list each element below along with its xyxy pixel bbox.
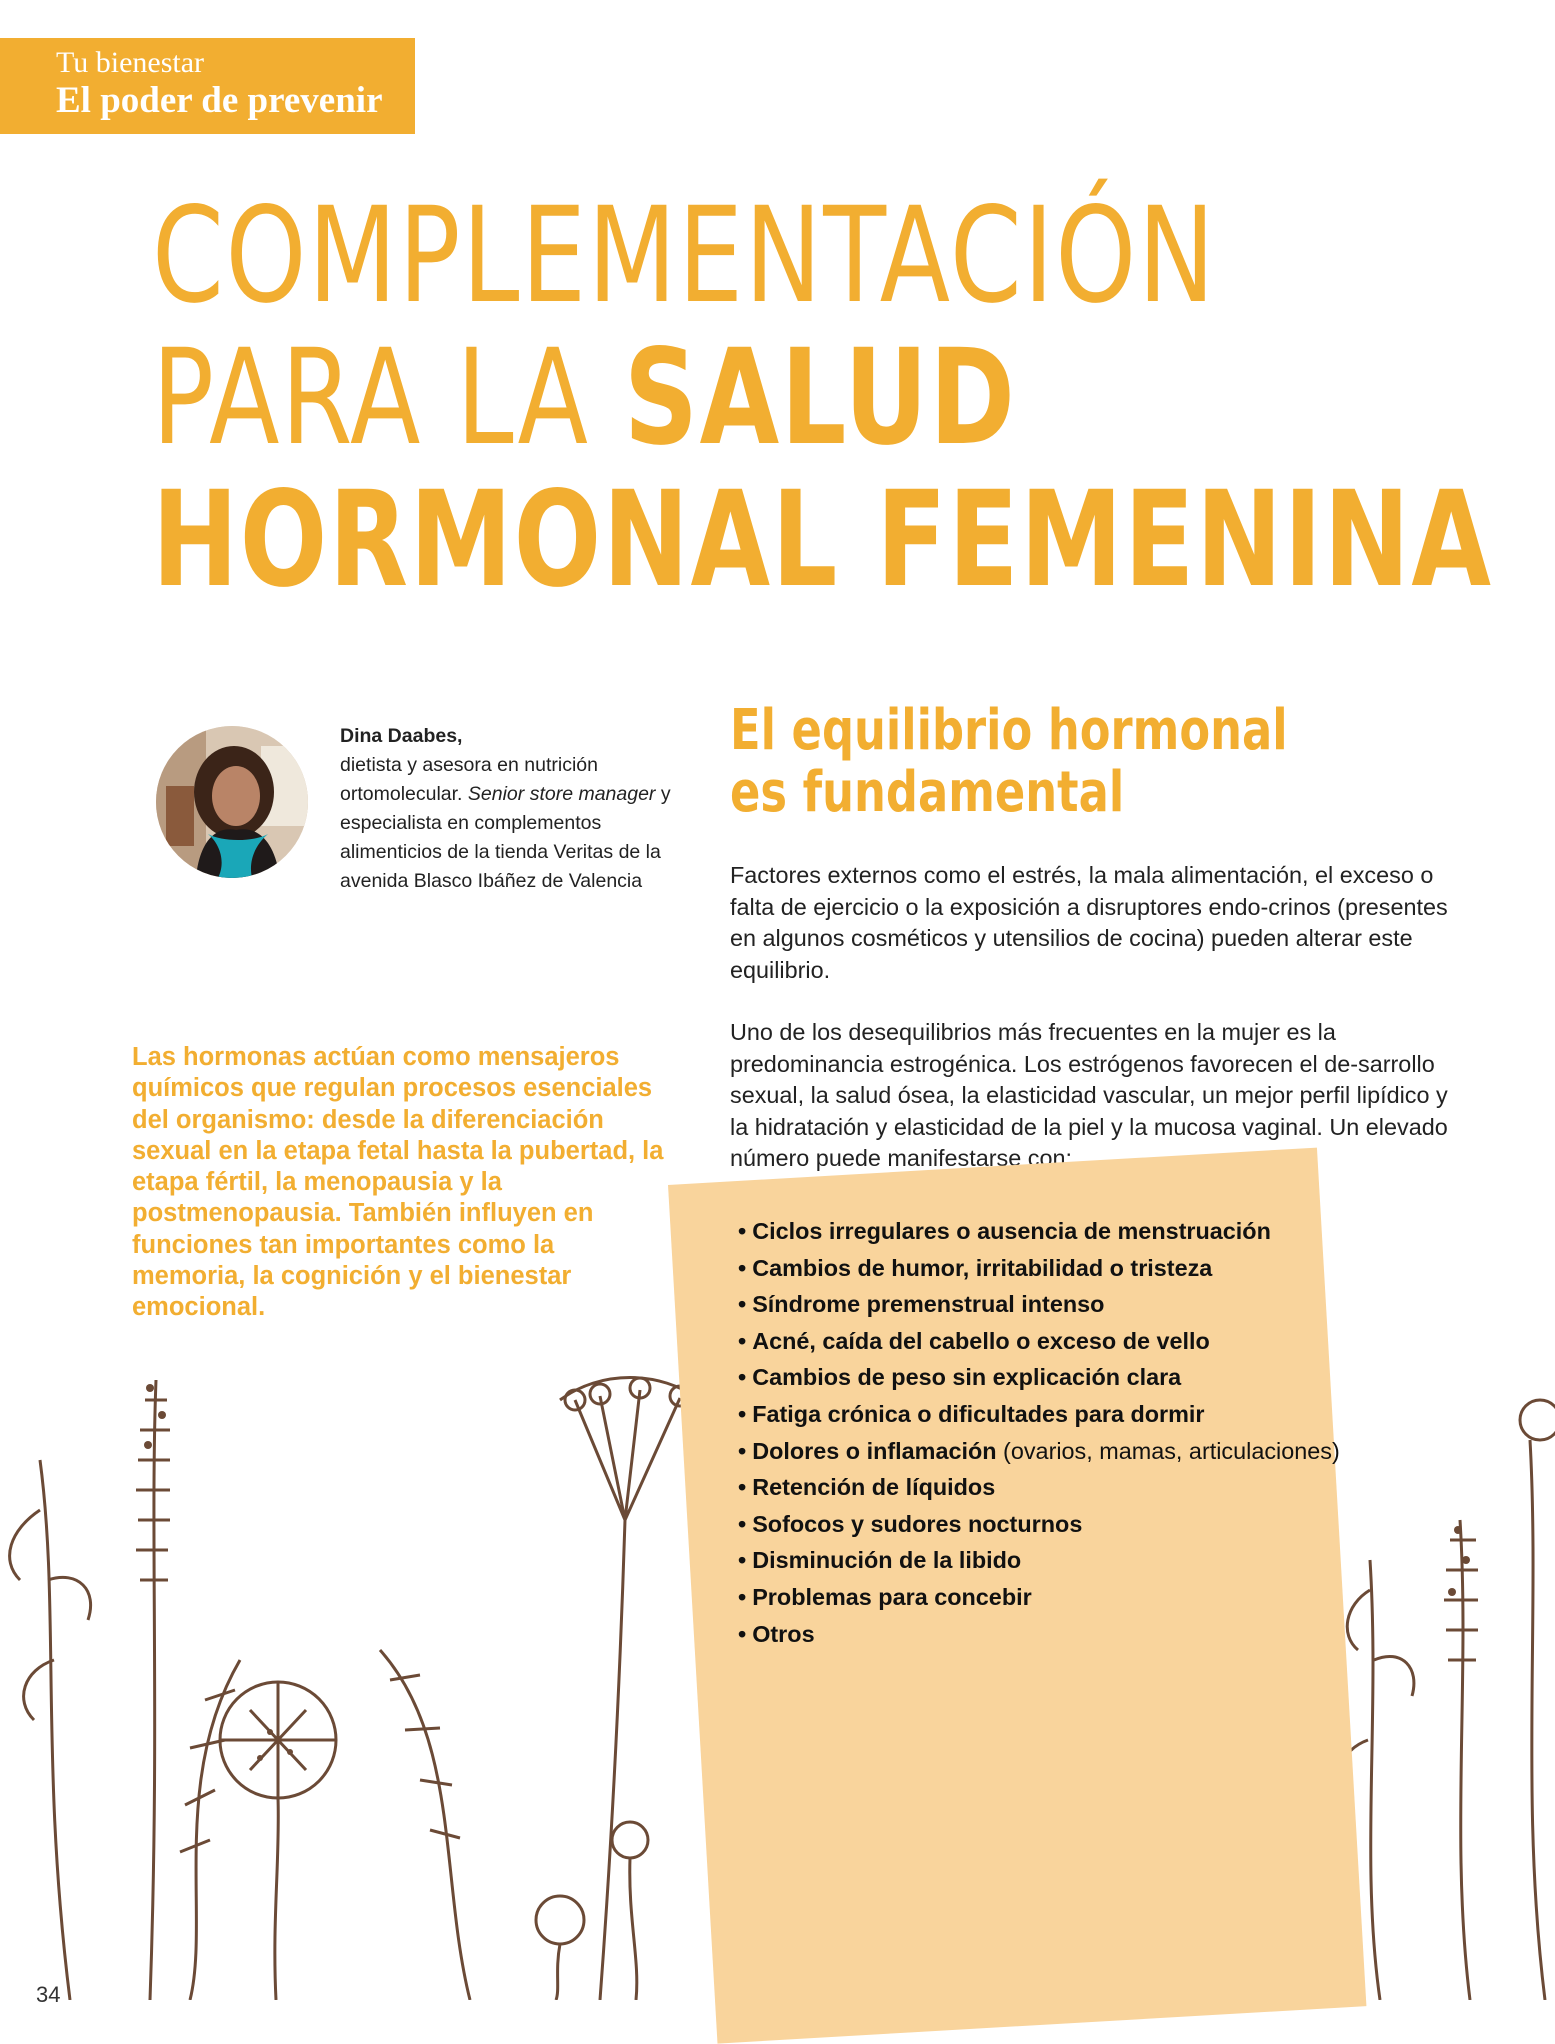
section-kicker: Tu bienestar bbox=[56, 46, 205, 79]
symptom-term: Fatiga crónica o dificultades para dormir bbox=[752, 1400, 1205, 1427]
symptom-term: Dolores o inflamación bbox=[752, 1437, 997, 1464]
title-line-3: HORMONAL FEMENINA bbox=[152, 463, 1493, 617]
bullet: • bbox=[738, 1218, 747, 1244]
bullet: • bbox=[738, 1364, 747, 1391]
symptom-item bbox=[738, 1213, 1458, 1250]
author-portrait-illustration bbox=[156, 726, 308, 878]
symptom-item bbox=[738, 1433, 1458, 1470]
symptom-item bbox=[738, 1286, 1458, 1323]
bullet: • bbox=[738, 1547, 747, 1574]
title-line-2-light: PARA LA bbox=[152, 321, 624, 475]
bullet: • bbox=[738, 1400, 747, 1427]
article-paragraph-2: Uno de los desequilibrios más frecuentes en la mujer es la predominancia estrogénica. Los estrógenos favorecen el de-sarrollo sexual, la salud ósea, la elasticidad vascular, un mejor perfil lipídico y la hidratación y elasticidad de la piel y la mucosa vaginal. Un elevado número puede manifestarse con: bbox=[730, 1019, 1448, 1171]
pull-quote: Las hormonas actúan como mensajeros químicos que regulan procesos esenciales del organismo: desde la diferenciación sexual en la etapa fetal hasta la pubertad, la etapa fértil, la menopausia y la postmenopausia. También influyen en funciones tan importantes como la memoria, la cognición y el bienestar emocional. bbox=[132, 1043, 664, 1322]
symptom-item bbox=[738, 1250, 1458, 1287]
symptom-detail: (ovarios, mamas, articulaciones) bbox=[996, 1437, 1340, 1464]
symptom-item bbox=[738, 1616, 1458, 1653]
article-title bbox=[152, 179, 1493, 617]
symptom-term: Cambios de humor, irritabilidad o tristeza bbox=[752, 1254, 1213, 1281]
page-number: 34 bbox=[36, 1982, 61, 2007]
symptom-term: Acné, caída del cabello o exceso de vello bbox=[752, 1327, 1210, 1354]
article-subheading: El equilibrio hormonal es fundamental bbox=[730, 698, 1288, 825]
author-bio-text-end: y especialista en complementos alimenticios de la tienda Veritas de la avenida Blasco Ibáñez de Valencia bbox=[340, 783, 671, 892]
symptom-term: Retención de líquidos bbox=[752, 1474, 996, 1501]
section-tab bbox=[0, 38, 415, 134]
bullet: • bbox=[738, 1437, 747, 1464]
author-photo bbox=[156, 726, 308, 878]
symptom-item bbox=[738, 1396, 1458, 1433]
author-bio-italic: Senior store manager bbox=[467, 783, 656, 805]
bullet: • bbox=[738, 1583, 747, 1610]
title-line-2 bbox=[152, 321, 1197, 475]
bullet: • bbox=[738, 1474, 747, 1501]
bullet: • bbox=[738, 1510, 747, 1537]
title-line-2-bold: SALUD bbox=[623, 321, 1017, 475]
symptom-term: Disminución de la libido bbox=[752, 1547, 1022, 1574]
symptom-item bbox=[738, 1323, 1458, 1360]
author-name: Dina Daabes, bbox=[340, 725, 463, 747]
symptom-term: Otros bbox=[752, 1620, 815, 1647]
author-bio-text-start: dietista y asesora en nutrición ortomolecular. bbox=[340, 754, 598, 805]
symptom-term: Ciclos irregulares o ausencia de menstruación bbox=[752, 1218, 1271, 1244]
symptom-term: Sofocos y sudores nocturnos bbox=[752, 1510, 1083, 1537]
bullet: • bbox=[738, 1291, 747, 1318]
bullet: • bbox=[738, 1327, 747, 1354]
author-bio bbox=[340, 722, 680, 896]
symptom-item bbox=[738, 1579, 1458, 1616]
bullet: • bbox=[738, 1254, 747, 1281]
symptom-item bbox=[738, 1542, 1458, 1579]
symptom-term: Síndrome premenstrual intenso bbox=[752, 1291, 1105, 1318]
symptom-term: Problemas para concebir bbox=[752, 1583, 1032, 1610]
article-paragraph-1: Factores externos como el estrés, la mala alimentación, el exceso o falta de ejercicio o la exposición a disruptores endo-crinos (presentes en algunos cosméticos y utensilios de cocina) pueden alterar este equilibrio. bbox=[730, 862, 1448, 983]
symptom-item bbox=[738, 1506, 1458, 1543]
symptom-item bbox=[738, 1469, 1458, 1506]
symptom-item bbox=[738, 1359, 1458, 1396]
bullet: • bbox=[738, 1620, 747, 1647]
symptom-term: Cambios de peso sin explicación clara bbox=[752, 1364, 1182, 1391]
section-headline: El poder de prevenir bbox=[56, 80, 383, 121]
title-line-1: COMPLEMENTACIÓN bbox=[152, 179, 1217, 333]
symptom-list bbox=[738, 1213, 1458, 1652]
